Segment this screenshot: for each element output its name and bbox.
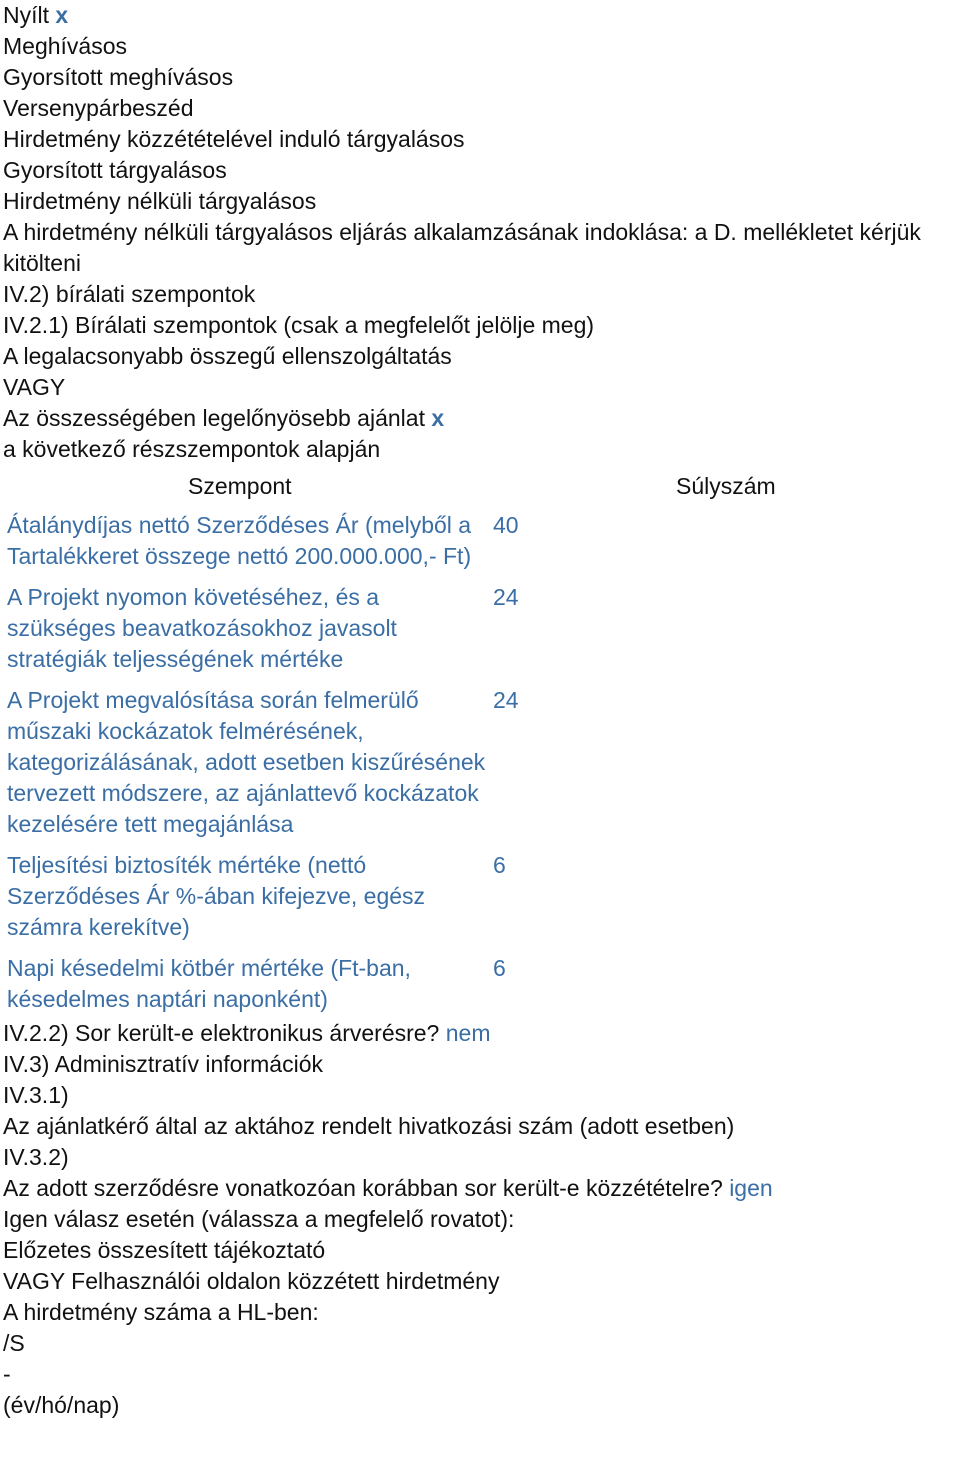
table-row: [4, 503, 553, 575]
reference-number-text: Az ajánlatkérő által az aktához rendelt hivatkozási szám (adott esetben): [3, 1113, 735, 1139]
if-yes-text: Igen válasz esetén (válassza a megfelelő rovatot):: [3, 1206, 515, 1232]
prior-publication-question: [3, 1173, 960, 1204]
sub-criteria-text: a következő részszempontok alapján: [3, 436, 381, 462]
procedure-type-accelerated-restricted: Gyorsított meghívásos: [3, 64, 234, 90]
section-iv31-heading: IV.3.1): [3, 1082, 69, 1108]
criterion-column-header: Szempont: [188, 473, 292, 499]
auction-answer: nem: [445, 1020, 491, 1046]
table-row: [4, 843, 553, 946]
section-iv32-heading: IV.3.2): [3, 1144, 69, 1170]
prior-publication-label: Az adott szerződésre vonatkozóan korábban sor került-e közzétételre?: [3, 1175, 723, 1201]
buyer-profile-option: VAGY Felhasználói oldalon közzétett hirdetmény: [3, 1268, 500, 1294]
section-iv2-heading: IV.2) bírálati szempontok: [3, 281, 256, 307]
table-row: [4, 678, 553, 843]
section-iv21-heading: IV.2.1) Bírálati szempontok (csak a megfelelőt jelölje meg): [3, 312, 595, 338]
criteria-table-header: [3, 465, 960, 503]
prior-publication-answer: igen: [729, 1175, 773, 1201]
procedure-type-negotiated-without-notice: Hirdetmény nélküli tárgyalásos: [3, 188, 317, 214]
or-text: VAGY: [3, 374, 66, 400]
criteria-table: [4, 503, 553, 1018]
table-row: [4, 946, 553, 1018]
procedure-type-competitive-dialogue: Versenypárbeszéd: [3, 95, 194, 121]
procedure-type-restricted: Meghívásos: [3, 33, 128, 59]
criterion-cell: A Projekt megvalósítása során felmerülő műszaki kockázatok felmérésének, kategorizálásának, adott esetben kiszűrésének tervezett módszere, az ajánlattevő kockázatok kezelésére tett megajánlása: [7, 687, 486, 837]
weight-cell: 24: [493, 584, 519, 610]
oj-notice-number-label: A hirdetmény száma a HL-ben:: [3, 1299, 319, 1325]
procedure-type-open: [3, 0, 960, 31]
procedure-type-negotiated-with-notice: Hirdetmény közzétételével induló tárgyalásos: [3, 126, 465, 152]
justification-text: A hirdetmény nélküli tárgyalásos eljárás alkalamzásának indoklása: a D. mellékletet kérjük kitölteni: [3, 219, 921, 276]
criterion-cell: Teljesítési biztosíték mértéke (nettó Szerződéses Ár %-ában kifejezve, egész számra kerekítve): [7, 852, 426, 940]
procedure-label: Nyílt: [3, 2, 49, 28]
criterion-cell: Átalánydíjas nettó Szerződéses Ár (melyből a Tartalékkeret összege nettó 200.000.000,- Ft): [7, 512, 472, 569]
selected-mark: x: [431, 405, 445, 431]
weight-column-header: Súlyszám: [676, 473, 776, 499]
procedure-type-accelerated-negotiated: Gyorsított tárgyalásos: [3, 157, 227, 183]
weight-cell: 24: [493, 687, 519, 713]
weight-cell: 40: [493, 512, 519, 538]
dash-text: -: [3, 1361, 11, 1387]
prior-information-option: Előzetes összesített tájékoztató: [3, 1237, 326, 1263]
electronic-auction-question: [3, 1018, 960, 1049]
selected-mark: x: [55, 2, 69, 28]
criterion-cell: Napi késedelmi kötbér mértéke (Ft-ban, késedelmes naptári naponként): [7, 955, 411, 1012]
oj-series-text: /S: [3, 1330, 25, 1356]
weight-cell: 6: [493, 852, 506, 878]
weight-cell: 6: [493, 955, 506, 981]
date-format-text: (év/hó/nap): [3, 1392, 120, 1418]
lowest-price-option: A legalacsonyabb összegű ellenszolgáltatás: [3, 343, 452, 369]
auction-label: IV.2.2) Sor került-e elektronikus árverésre?: [3, 1020, 440, 1046]
table-row: [4, 575, 553, 678]
criterion-cell: A Projekt nyomon követéséhez, és a szükséges beavatkozásokhoz javasolt stratégiák teljességének mértéke: [7, 584, 397, 672]
best-offer-option: [3, 403, 960, 434]
section-iv3-heading: IV.3) Adminisztratív információk: [3, 1051, 323, 1077]
best-offer-label: Az összességében legelőnyösebb ajánlat: [3, 405, 425, 431]
